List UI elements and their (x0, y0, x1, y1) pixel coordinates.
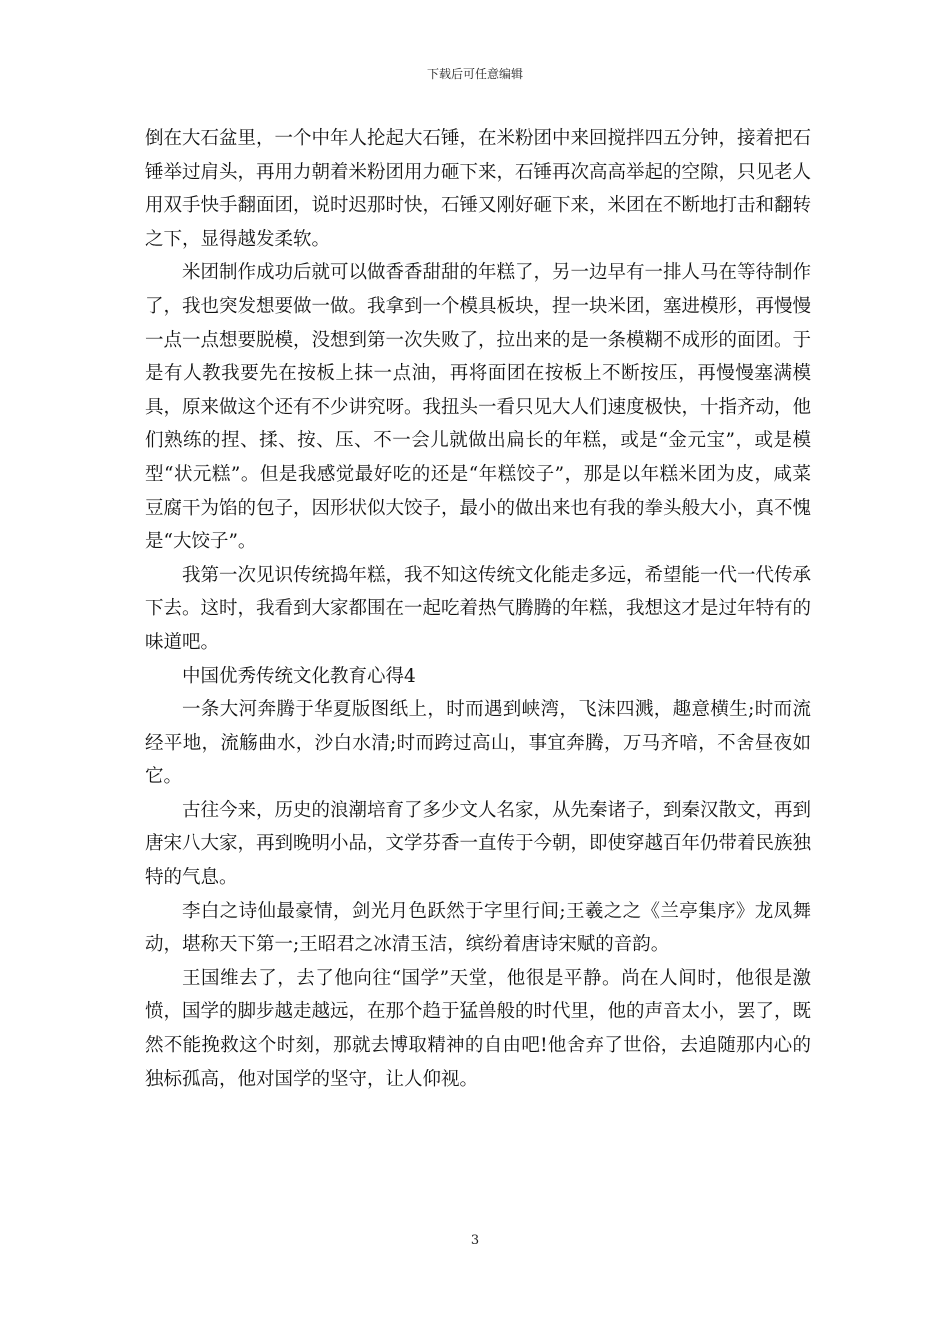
document-body (145, 122, 811, 1096)
paragraph-1: 倒在大石盆里，一个中年人抡起大石锤，在米粉团中来回搅拌四五分钟，接着把石锤举过肩头，再用力朝着米粉团用力砸下来，石锤再次高高举起的空隙，只见老人用双手快手翻面团，说时迟那时快，石锤又刚好砸下来，米团在不断地打击和翻转之下，显得越发柔软。 (145, 128, 812, 250)
page-header: 下载后可任意编辑 (426, 67, 523, 81)
page-number: 3 (470, 1233, 480, 1248)
section-heading: 中国优秀传统文化教育心得4 (182, 665, 416, 687)
paragraph-5: 古往今来，历史的浪潮培育了多少文人名家，从先秦诸子，到秦汉散文，再到唐宋八大家，再到晚明小品，文学芬香一直传于今朝，即使穿越百年仍带着民族独特的气息。 (145, 799, 812, 889)
paragraph-6: 李白之诗仙最豪情，剑光月色跃然于字里行间;王羲之之《兰亭集序》龙凤舞动，堪称天下第一;王昭君之冰清玉洁，缤纷着唐诗宋赋的音韵。 (145, 900, 811, 956)
paragraph-2: 米团制作成功后就可以做香香甜甜的年糕了，另一边早有一排人马在等待制作了，我也突发想要做一做。我拿到一个模具板块，捏一块米团，塞进模形，再慢慢一点一点想要脱模，没想到第一次失败了，拉出来的是一条模糊不成形的面团。于是有人教我要先在按板上抹一点油，再将面团在按板上不断按压，再慢慢塞满模具，原来做这个还有不少讲究呀。我扭头一看只见大人们速度极快，十指齐动，他们熟练的捏、揉、按、压、不一会儿就做出扁长的年糕，或是“金元宝”，或是模型“状元糕”。但是我感觉最好吃的还是“年糕饺子”，那是以年糕米团为皮，咸菜豆腐干为馅的包子，因形状似大饺子，最小的做出来也有我的拳头般大小，真不愧是“大饺子”。 (145, 262, 812, 553)
paragraph-4: 一条大河奔腾于华夏版图纸上，时而遇到峡湾，飞沫四溅，趣意横生;时而流经平地，流觞曲水，沙白水清;时而跨过高山，事宜奔腾，万马齐喑，不舍昼夜如它。 (145, 699, 811, 788)
paragraph-3: 我第一次见识传统捣年糕，我不知这传统文化能走多远，希望能一代一代传承下去。这时，我看到大家都围在一起吃着热气腾腾的年糕，我想这才是过年特有的味道吧。 (145, 564, 812, 653)
paragraph-7: 王国维去了，去了他向往“国学”天堂，他很是平静。尚在人间时，他很是激愤，国学的脚步越走越远，在那个趋于猛兽般的时代里，他的声音太小，罢了，既然不能挽救这个时刻，那就去博取精神的自由吧!他舍弃了世俗，去追随那内心的独标孤高，他对国学的坚守，让人仰视。 (145, 967, 812, 1090)
